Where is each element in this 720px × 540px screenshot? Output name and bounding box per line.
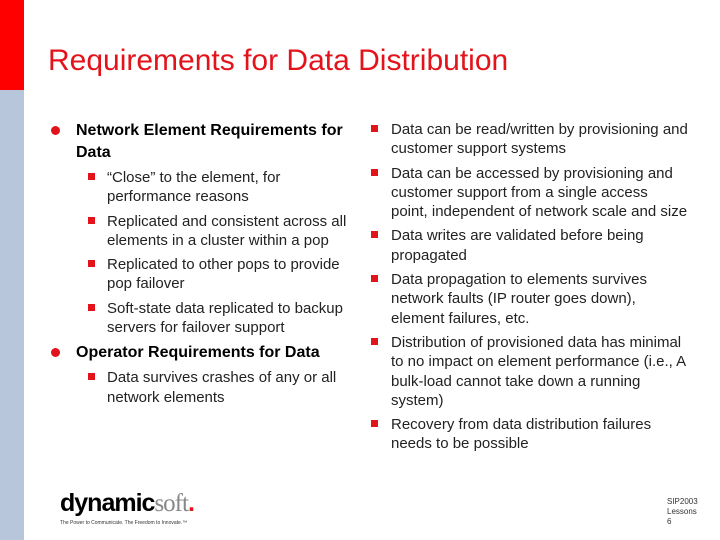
bullet-heading	[48, 120, 348, 164]
slide-footer	[667, 497, 698, 527]
item-text: Replicated to other pops to provide pop failover	[107, 256, 340, 293]
item-text: Data survives crashes of any or all network elements	[107, 369, 337, 406]
accent-strip-blue	[0, 90, 24, 540]
item-text: Soft-state data replicated to backup servers for failover support	[107, 299, 343, 337]
slide-title: Requirements for Data Distribution	[48, 44, 509, 77]
item-text: Data can be accessed by provisioning and customer support from a single access point, independent of network scale and size	[391, 164, 688, 221]
item-text: Distribution of provisioned data has minimal to no impact on element performance (i.e., A bulk-load cannot take down a running system)	[391, 333, 686, 409]
bullet-square-icon	[371, 231, 378, 238]
list-item	[48, 368, 348, 407]
list-item	[368, 120, 688, 159]
item-text: “Close” to the element, for performance reasons	[107, 169, 281, 206]
accent-strip-red	[0, 0, 24, 90]
bullet-square-icon	[371, 420, 378, 427]
bullet-square-icon	[88, 173, 95, 180]
list-item	[368, 415, 688, 454]
logo-soft-text: soft	[154, 490, 188, 517]
heading-text: Operator Requirements for Data	[76, 344, 320, 362]
bullet-square-icon	[88, 217, 95, 224]
list-item	[48, 299, 348, 338]
item-text: Data writes are validated before being propagated	[391, 227, 644, 264]
bullet-square-icon	[371, 275, 378, 282]
dynamicsoft-logo	[60, 490, 194, 526]
item-text: Replicated and consistent across all elements in a cluster within a pop	[107, 212, 347, 249]
list-item	[368, 164, 688, 222]
bullet-dot-icon	[51, 348, 60, 357]
logo-main-text: dynamic	[60, 489, 155, 517]
item-text: Data can be read/written by provisioning and customer support systems	[391, 121, 688, 158]
bullet-heading	[48, 342, 348, 364]
bullet-square-icon	[88, 304, 95, 311]
list-item	[368, 270, 688, 328]
footer-event: SIP2003	[667, 497, 698, 506]
footer-section: Lessons	[667, 507, 697, 516]
heading-text: Network Element Requirements for Data	[76, 122, 343, 161]
item-text: Recovery from data distribution failures needs to be possible	[391, 416, 652, 453]
list-item	[48, 168, 348, 207]
bullet-square-icon	[371, 125, 378, 132]
bullet-dot-icon	[51, 126, 60, 135]
logo-tagline: The Power to Communicate. The Freedom to Innovate.™	[60, 520, 188, 526]
page-number: 6	[667, 517, 672, 526]
list-item	[368, 333, 688, 410]
list-item	[368, 226, 688, 265]
left-column	[48, 120, 348, 412]
list-item	[48, 212, 348, 251]
bullet-square-icon	[371, 338, 378, 345]
right-column	[368, 120, 688, 459]
logo-dot: .	[187, 489, 194, 517]
bullet-square-icon	[88, 260, 95, 267]
item-text: Data propagation to elements survives network faults (IP router goes down), element failures, etc.	[391, 271, 647, 327]
bullet-square-icon	[88, 373, 95, 380]
list-item	[48, 255, 348, 294]
bullet-square-icon	[371, 169, 378, 176]
